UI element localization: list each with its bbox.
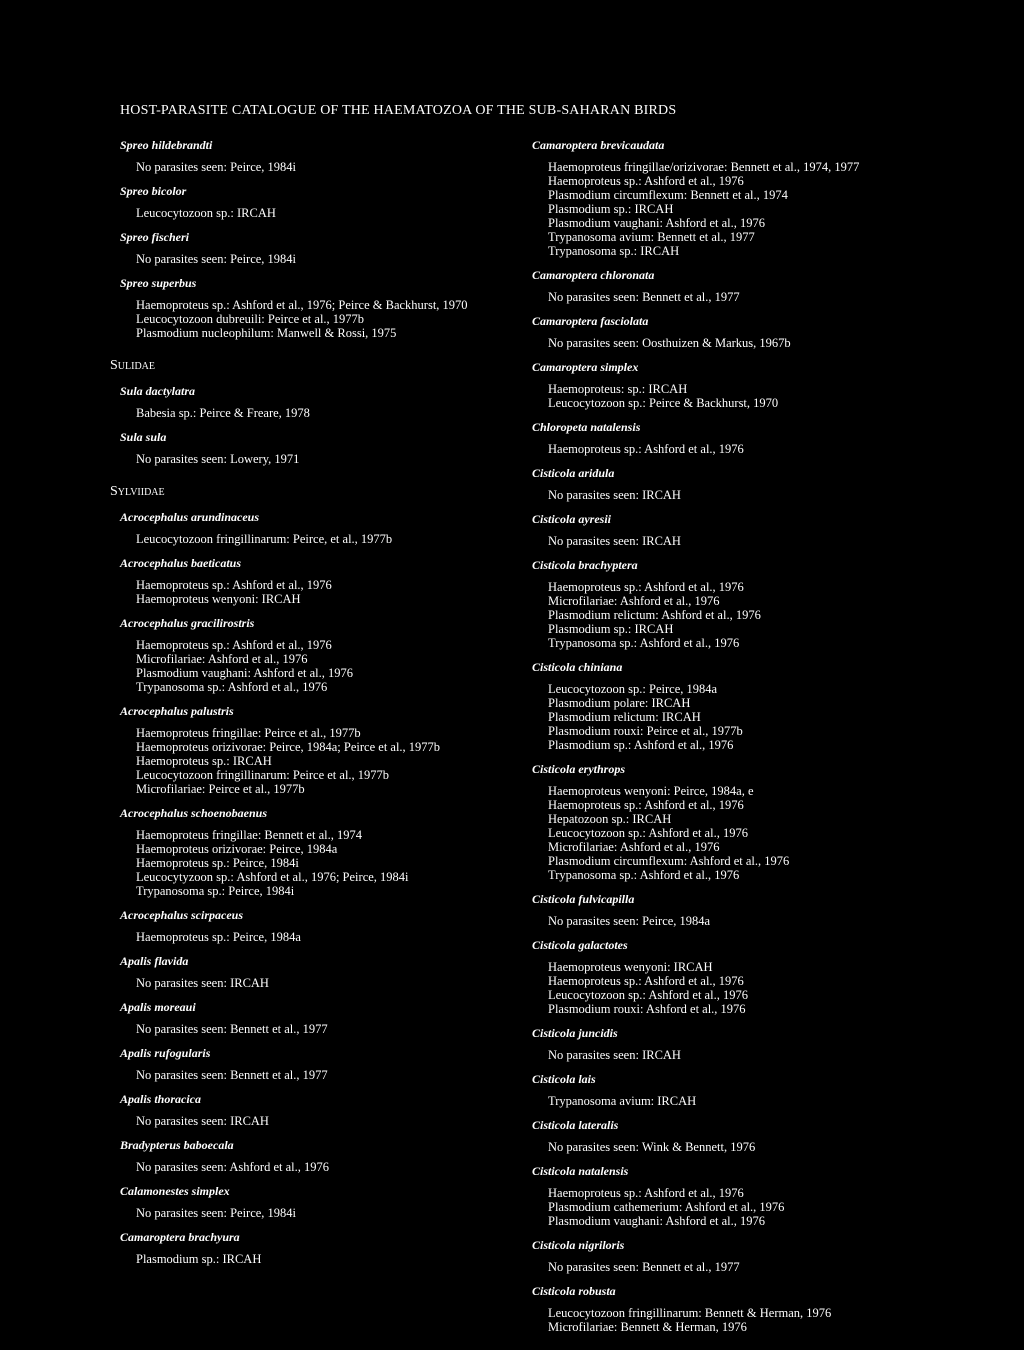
parasite-record: Haemoproteus sp.: Ashford et al., 1976 (548, 1186, 744, 1200)
parasite-record: Hepatozoon sp.: IRCAH (548, 812, 672, 826)
species-name: Acrocephalus scirpaceus (120, 908, 243, 922)
parasite-record: Microfilariae: Ashford et al., 1976 (548, 594, 720, 608)
species-entry (522, 512, 902, 548)
species-name: Acrocephalus schoenobaenus (120, 806, 268, 820)
parasite-record: Haemoproteus fringillae: Bennett et al., 1974 (136, 828, 362, 842)
parasite-record: Leucocytozoon sp.: IRCAH (136, 206, 276, 220)
species-entry (522, 558, 902, 650)
species-entry (110, 616, 510, 694)
species-name: Cisticola brachyptera (532, 558, 638, 572)
parasite-record: Leucocytozoon sp.: Ashford et al., 1976 (548, 988, 748, 1002)
species-name: Camaroptera brevicaudata (532, 138, 665, 152)
parasite-record: Leucocytozoon sp.: Peirce & Backhurst, 1970 (548, 396, 779, 410)
species-entry (522, 420, 902, 456)
species-name: Cisticola lais (532, 1072, 596, 1086)
species-entry (522, 466, 902, 502)
parasite-record: Haemoproteus sp.: IRCAH (136, 754, 272, 768)
parasite-record: Plasmodium circumflexum: Ashford et al., 1976 (548, 854, 790, 868)
species-name: Spreo superbus (120, 276, 197, 290)
species-entry (522, 314, 902, 350)
species-entry (110, 556, 510, 606)
species-name: Camaroptera chloronata (532, 268, 655, 282)
parasite-record: Trypanosoma sp.: IRCAH (548, 244, 680, 258)
parasite-record: Haemoproteus sp.: Peirce, 1984i (136, 856, 299, 870)
species-name: Sula sula (120, 430, 167, 444)
species-name: Cisticola fulvicapilla (532, 892, 635, 906)
species-entry (522, 938, 902, 1016)
parasite-record: Plasmodium circumflexum: Bennett et al., 1974 (548, 188, 788, 202)
parasite-record: No parasites seen: Peirce, 1984i (136, 252, 297, 266)
parasite-record: No parasites seen: Wink & Bennett, 1976 (548, 1140, 756, 1154)
parasite-record: Trypanosoma avium: Bennett et al., 1977 (548, 230, 755, 244)
right-column (522, 128, 902, 1336)
species-entry (110, 806, 510, 898)
species-name: Cisticola robusta (532, 1284, 616, 1298)
species-name: Cisticola lateralis (532, 1118, 619, 1132)
species-entry (522, 138, 902, 258)
parasite-record: No parasites seen: IRCAH (548, 488, 681, 502)
parasite-record: Plasmodium sp.: Ashford et al., 1976 (548, 738, 734, 752)
species-entry (110, 1230, 510, 1266)
species-name: Cisticola aridula (532, 466, 615, 480)
parasite-record: Haemoproteus orizivorae: Peirce, 1984a (136, 842, 338, 856)
species-name: Spreo fischeri (120, 230, 189, 244)
parasite-record: No parasites seen: IRCAH (136, 1114, 269, 1128)
species-entry (522, 1118, 902, 1154)
species-name: Chloropeta natalensis (532, 420, 641, 434)
species-entry (110, 1046, 510, 1082)
species-name: Sula dactylatra (120, 384, 196, 398)
species-entry (522, 268, 902, 304)
parasite-record: Haemoproteus sp.: Ashford et al., 1976 (136, 638, 332, 652)
parasite-record: No parasites seen: IRCAH (136, 976, 269, 990)
family-heading: Sylviidae (110, 484, 165, 499)
species-entry (522, 892, 902, 928)
species-entry (522, 1164, 902, 1228)
parasite-record: Plasmodium sp.: IRCAH (136, 1252, 262, 1266)
parasite-record: Haemoproteus wenyoni: IRCAH (136, 592, 301, 606)
parasite-record: No parasites seen: Bennett et al., 1977 (136, 1068, 328, 1082)
species-name: Spreo hildebrandti (120, 138, 213, 152)
parasite-record: Haemoproteus wenyoni: IRCAH (548, 960, 713, 974)
species-name: Acrocephalus palustris (120, 704, 234, 718)
parasite-record: Babesia sp.: Peirce & Freare, 1978 (136, 406, 310, 420)
species-name: Apalis moreaui (120, 1000, 196, 1014)
species-name: Apalis flavida (120, 954, 189, 968)
species-entry (522, 660, 902, 752)
species-name: Calamonestes simplex (120, 1184, 230, 1198)
species-name: Camaroptera fasciolata (532, 314, 649, 328)
parasite-record: Leucocytyzoon sp.: Ashford et al., 1976; Peirce, 1984i (136, 870, 409, 884)
parasite-record: Plasmodium nucleophilum: Manwell & Rossi, 1975 (136, 326, 397, 340)
species-entry (522, 1284, 902, 1334)
parasite-record: Haemoproteus sp.: Ashford et al., 1976 (548, 174, 744, 188)
parasite-record: No parasites seen: Bennett et al., 1977 (548, 290, 740, 304)
species-entry (110, 510, 510, 546)
left-column (110, 128, 510, 1268)
species-entry (110, 384, 510, 420)
parasite-record: Plasmodium sp.: IRCAH (548, 202, 674, 216)
parasite-record: Haemoproteus sp.: Ashford et al., 1976 (548, 974, 744, 988)
parasite-record: Plasmodium relictum: Ashford et al., 1976 (548, 608, 761, 622)
species-entry (110, 704, 510, 796)
species-entry (110, 1184, 510, 1220)
parasite-record: Haemoproteus sp.: Peirce, 1984a (136, 930, 301, 944)
species-name: Acrocephalus baeticatus (120, 556, 242, 570)
parasite-record: Haemoproteus sp.: Ashford et al., 1976 (548, 798, 744, 812)
parasite-record: No parasites seen: IRCAH (548, 1048, 681, 1062)
parasite-record: Plasmodium vaughani: Ashford et al., 1976 (548, 216, 765, 230)
parasite-record: Trypanosoma sp.: Ashford et al., 1976 (548, 868, 740, 882)
parasite-record: Haemoproteus sp.: Ashford et al., 1976 (548, 580, 744, 594)
parasite-record: Plasmodium vaughani: Ashford et al., 1976 (548, 1214, 765, 1228)
species-entry (110, 184, 510, 220)
species-name: Camaroptera brachyura (120, 1230, 240, 1244)
parasite-record: Microfilariae: Peirce et al., 1977b (136, 782, 305, 796)
page-header: HOST-PARASITE CATALOGUE OF THE HAEMATOZOA OF THE SUB-SAHARAN BIRDS (120, 103, 677, 118)
parasite-record: No parasites seen: Ashford et al., 1976 (136, 1160, 330, 1174)
species-name: Cisticola erythrops (532, 762, 626, 776)
parasite-record: No parasites seen: Bennett et al., 1977 (548, 1260, 740, 1274)
parasite-record: Haemoproteus wenyoni: Peirce, 1984a, e (548, 784, 754, 798)
species-name: Cisticola chiniana (532, 660, 623, 674)
species-name: Cisticola nigriloris (532, 1238, 625, 1252)
parasite-record: Plasmodium rouxi: Peirce et al., 1977b (548, 724, 743, 738)
parasite-record: Microfilariae: Ashford et al., 1976 (136, 652, 308, 666)
species-name: Apalis thoracica (120, 1092, 202, 1106)
parasite-record: Leucocytozoon sp.: Peirce, 1984a (548, 682, 718, 696)
parasite-record: No parasites seen: Peirce, 1984i (136, 160, 297, 174)
species-name: Cisticola natalensis (532, 1164, 629, 1178)
parasite-record: Leucocytozoon fringillinarum: Peirce, et al., 1977b (136, 532, 393, 546)
parasite-record: No parasites seen: Oosthuizen & Markus, 1967b (548, 336, 791, 350)
parasite-record: Trypanosoma sp.: Peirce, 1984i (136, 884, 295, 898)
species-name: Cisticola juncidis (532, 1026, 618, 1040)
parasite-record: Leucocytozoon sp.: Ashford et al., 1976 (548, 826, 748, 840)
parasite-record: Microfilariae: Bennett & Herman, 1976 (548, 1320, 747, 1334)
parasite-record: Haemoproteus: sp.: IRCAH (548, 382, 688, 396)
species-entry (110, 138, 510, 174)
parasite-record: Haemoproteus sp.: Ashford et al., 1976 (548, 442, 744, 456)
family-heading: Sulidae (110, 358, 155, 373)
parasite-record: Plasmodium polare: IRCAH (548, 696, 691, 710)
species-entry (522, 360, 902, 410)
species-entry (522, 1026, 902, 1062)
species-entry (110, 1092, 510, 1128)
species-entry (110, 430, 510, 466)
parasite-record: Haemoproteus fringillae/orizivorae: Bennett et al., 1974, 1977 (548, 160, 860, 174)
species-name: Cisticola ayresii (532, 512, 611, 526)
species-entry (522, 762, 902, 882)
species-entry (522, 1238, 902, 1274)
species-entry (110, 908, 510, 944)
parasite-record: Plasmodium vaughani: Ashford et al., 1976 (136, 666, 353, 680)
parasite-record: Plasmodium rouxi: Ashford et al., 1976 (548, 1002, 746, 1016)
species-name: Acrocephalus gracilirostris (120, 616, 255, 630)
parasite-record: Haemoproteus fringillae: Peirce et al., 1977b (136, 726, 361, 740)
parasite-record: Trypanosoma avium: IRCAH (548, 1094, 697, 1108)
species-name: Spreo bicolor (120, 184, 187, 198)
species-entry (110, 230, 510, 266)
species-name: Camaroptera simplex (532, 360, 639, 374)
parasite-record: Microfilariae: Ashford et al., 1976 (548, 840, 720, 854)
species-name: Bradypterus baboecala (120, 1138, 234, 1152)
species-entry (110, 276, 510, 340)
parasite-record: Plasmodium cathemerium: Ashford et al., 1976 (548, 1200, 785, 1214)
parasite-record: No parasites seen: Peirce, 1984a (548, 914, 711, 928)
parasite-record: No parasites seen: Lowery, 1971 (136, 452, 300, 466)
species-name: Cisticola galactotes (532, 938, 628, 952)
parasite-record: Haemoproteus orizivorae: Peirce, 1984a; Peirce et al., 1977b (136, 740, 441, 754)
parasite-record: Trypanosoma sp.: Ashford et al., 1976 (136, 680, 328, 694)
parasite-record: No parasites seen: Bennett et al., 1977 (136, 1022, 328, 1036)
parasite-record: No parasites seen: IRCAH (548, 534, 681, 548)
parasite-record: Plasmodium sp.: IRCAH (548, 622, 674, 636)
parasite-record: Leucocytozoon dubreuili: Peirce et al., 1977b (136, 312, 365, 326)
parasite-record: Plasmodium relictum: IRCAH (548, 710, 701, 724)
species-name: Apalis rufogularis (120, 1046, 211, 1060)
parasite-record: Haemoproteus sp.: Ashford et al., 1976 (136, 578, 332, 592)
species-entry (110, 1000, 510, 1036)
species-name: Acrocephalus arundinaceus (120, 510, 260, 524)
parasite-record: No parasites seen: Peirce, 1984i (136, 1206, 297, 1220)
species-entry (110, 1138, 510, 1174)
species-entry (110, 954, 510, 990)
parasite-record: Haemoproteus sp.: Ashford et al., 1976; Peirce & Backhurst, 1970 (136, 298, 468, 312)
parasite-record: Trypanosoma sp.: Ashford et al., 1976 (548, 636, 740, 650)
species-entry (522, 1072, 902, 1108)
parasite-record: Leucocytozoon fringillinarum: Bennett & Herman, 1976 (548, 1306, 832, 1320)
parasite-record: Leucocytozoon fringillinarum: Peirce et al., 1977b (136, 768, 390, 782)
